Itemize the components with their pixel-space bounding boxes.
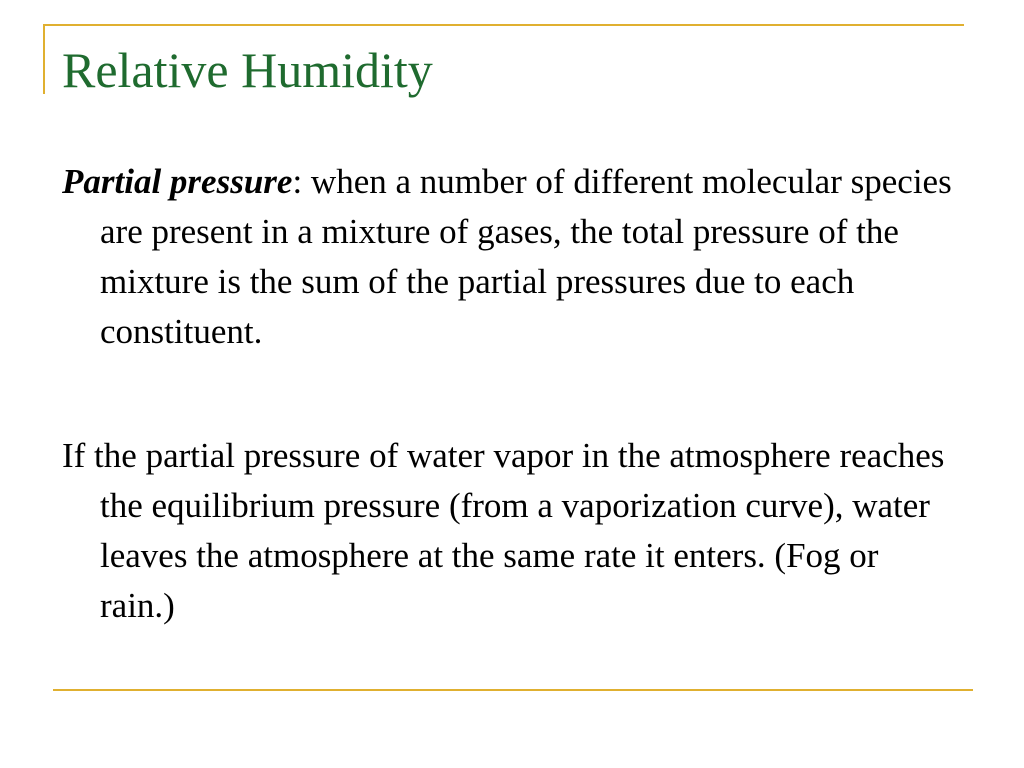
partial-pressure-definition: : when a number of different molecular species are present in a mixture of gases, the total pressure of the mixture is the sum of the partial pressures due to each constituent. [100,162,952,351]
paragraph-water-vapor: If the partial pressure of water vapor in the atmosphere reaches the equilibrium pressure (from a vaporization curve), water leaves the atmosphere at the same rate it enters. (Fog or rain.) [62,436,945,625]
top-vertical-rule [43,24,45,94]
bottom-horizontal-rule [53,689,973,691]
slide-title: Relative Humidity [62,42,433,98]
top-horizontal-rule [43,24,964,26]
term-partial-pressure: Partial pressure [62,162,293,201]
paragraph-partial-pressure [62,157,962,357]
